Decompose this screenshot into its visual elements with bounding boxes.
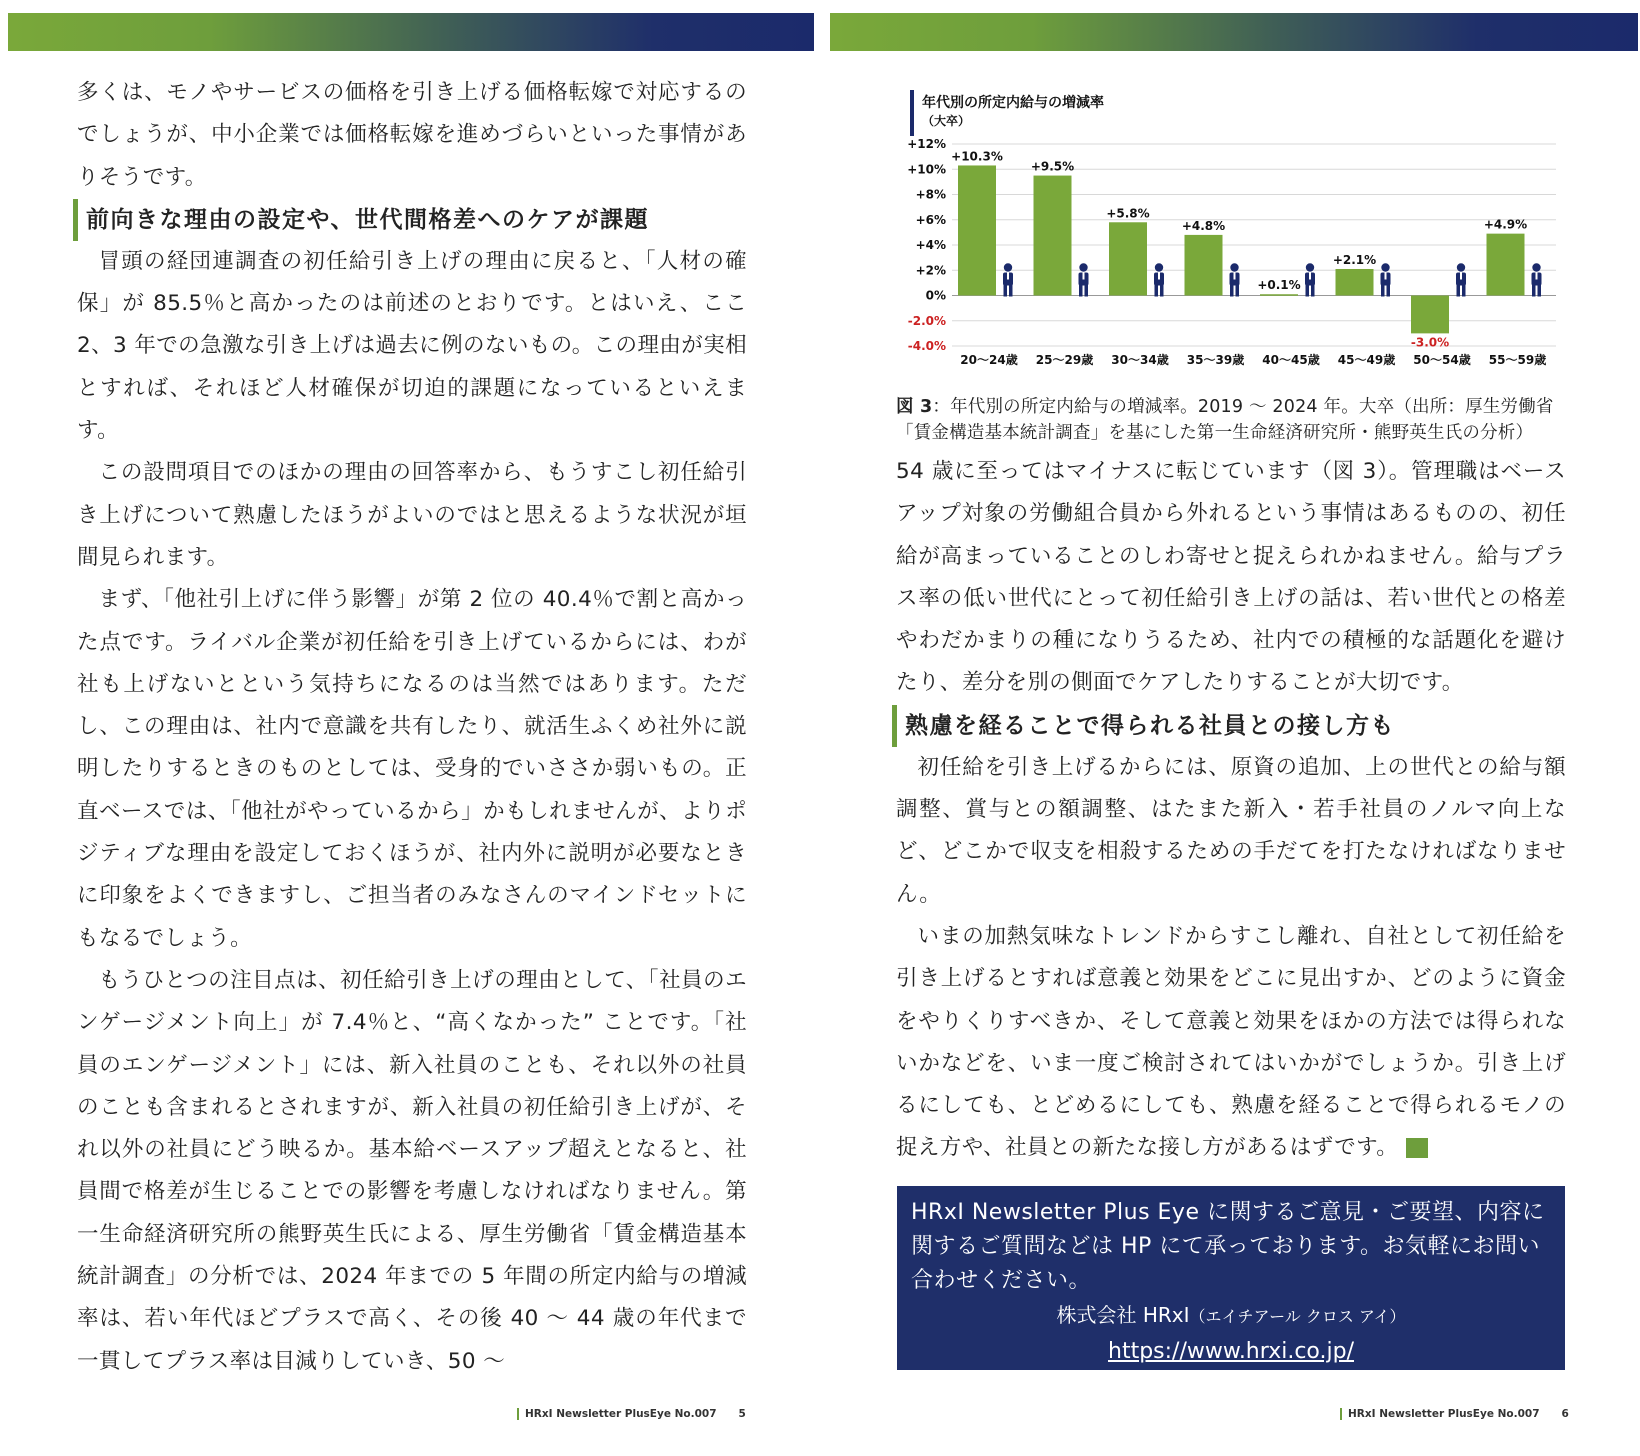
paragraph: 初任給を引き上げるからには、原資の追加、上の世代との給与額調整、賞与との額調整、はたまた新入・若手社員のノルマ向上など、どこかで収支を相殺するための手だてを打たなければなりません。 [896, 754, 1566, 907]
paragraph: この設問項目でのほかの理由の回答率から、もうすこし初任給引き上げについて熟慮したほうがよいのではと思えるような状況が垣間見られます。 [77, 460, 747, 570]
bar-data-label: +4.9% [1483, 217, 1528, 232]
person-figure-icon [1381, 263, 1391, 296]
y-tick-label: +4% [915, 238, 946, 252]
footer-accent [1340, 1408, 1342, 1420]
footer-label: HRxI Newsletter PlusEye No.007 [1348, 1408, 1540, 1420]
bar-data-label: +5.8% [1106, 206, 1150, 221]
footer-accent [517, 1408, 519, 1420]
bar-data-label: +2.1% [1332, 252, 1377, 267]
x-category-label: 40～45歳 [1262, 353, 1320, 367]
figure-caption [896, 394, 1566, 446]
x-category-label: 35～39歳 [1186, 353, 1245, 367]
chart-bar [1336, 269, 1374, 296]
section-heading: 前向きな理由の設定や、世代間格差へのケアが課題 [73, 199, 747, 241]
paragraph: 多くは、モノやサービスの価格を引き上げる価格転嫁で対応するのでしょうが、中小企業では価格転嫁を進めづらいといった事情がありそうです。 [77, 80, 747, 190]
person-figure-icon [1230, 263, 1240, 296]
header-gradient-bar [830, 13, 1638, 51]
chart-bar [1260, 294, 1298, 296]
right-column [896, 451, 1566, 1170]
section-heading: 熟慮を経ることで得られる社員との接し方も [892, 705, 1566, 747]
chart-plot [896, 82, 1564, 382]
x-category-label: 20～24歳 [960, 353, 1018, 367]
right-page [820, 0, 1640, 1456]
y-tick-label: +2% [915, 263, 946, 278]
chart-bar [958, 165, 996, 295]
person-figure-icon [1154, 263, 1164, 296]
chart-title: 年代別の所定内給与の増減率 [922, 95, 1104, 111]
figure-caption-text: ：年代別の所定内給与の増減率。2019 ～ 2024 年。大卒（出所：厚生労働省「賃金構造基本統計調査」を基にした第一生命経済研究所・熊野英生氏の分析） [896, 397, 1554, 443]
x-category-label: 55～59歳 [1488, 353, 1547, 367]
page-footer [517, 1408, 746, 1420]
paragraph [896, 916, 1566, 1170]
person-figure-icon [1003, 263, 1013, 296]
chart-bar [1487, 234, 1525, 296]
website-link[interactable]: https://www.hrxi.co.jp/ [1108, 1339, 1354, 1364]
salary-change-chart [896, 82, 1564, 382]
page-number: 5 [738, 1408, 746, 1420]
y-tick-label: +6% [915, 212, 946, 227]
hr-logo-icon: HR [1406, 1138, 1428, 1158]
paragraph-text: いまの加熱気味なトレンドからすこし離れ、自社として初任給を引き上げるとすれば意義と効果をどこに見出すか、どのように資金をやりくりすべきか、そして意義と効果をほかの方法では得られないかなどを、いま一度ご検討されてはいかがでしょうか。引き上げるにしても、とどめるにしても、熟慮を経ることで得られるモノの捉え方や、社員との新たな接し方があるはずです。 [896, 923, 1566, 1161]
chart-bar [1411, 296, 1449, 334]
header-gradient-bar [8, 13, 814, 51]
y-tick-label: +10% [907, 162, 946, 177]
x-category-label: 45～49歳 [1337, 353, 1396, 367]
figure-caption-label: 図 3 [896, 397, 933, 417]
y-tick-label: +8% [915, 187, 946, 202]
chart-subtitle: （大卒） [922, 114, 971, 128]
y-tick-label: +12% [907, 137, 946, 151]
bar-data-label: -3.0% [1410, 335, 1450, 350]
y-tick-label: -4.0% [907, 339, 946, 353]
page-number: 6 [1561, 1408, 1569, 1420]
y-tick-label: -2.0% [907, 313, 946, 328]
left-column [77, 72, 747, 1383]
x-category-label: 30～34歳 [1111, 353, 1169, 367]
paragraph: まず、「他社引上げに伴う影響」が第 2 位の 40.4％で割と高かった点です。ライバル企業が初任給を引き上げているからには、わが社も上げないとという気持ちになるのは当然ではあります。ただし、この理由は、社内で意識を共有したり、就活生ふくめ社外に説明したりするときのものとしては、受身的でいささか弱いもの。正直ベースでは、「他社がやっているから」かもしれませんが、よりポジティブな理由を設定しておくほうが、社内外に説明が必要なときに印象をよくできますし、ご担当者のみなさんのマインドセットにもなるでしょう。 [77, 587, 747, 951]
person-figure-icon [1305, 263, 1315, 296]
page-footer [1340, 1408, 1569, 1420]
chart-bar [1034, 176, 1072, 296]
footer-label: HRxI Newsletter PlusEye No.007 [525, 1408, 717, 1420]
person-figure-icon [1532, 263, 1542, 296]
bar-data-label: +0.1% [1257, 278, 1301, 293]
x-category-label: 50～54歳 [1413, 353, 1471, 367]
bar-data-label: +4.8% [1181, 218, 1226, 233]
chart-bar [1185, 235, 1223, 296]
bar-data-label: +10.3% [951, 149, 1003, 164]
paragraph: もうひとつの注目点は、初任給引き上げの理由として、「社員のエンゲージメント向上」が 7.4％と、“高くなかった” ことです。「社員のエンゲージメント」には、新入社員のことも、それ以外の社員のことも含まれるとされますが、新入社員の初任給引き上げが、それ以外の社員にどう映るか。基本給ベースアップ超えとなると、社員間で格差が生じることでの影響を考慮しなければなりません。第一生命経済研究所の熊野英生氏による、厚生労働省「賃金構造基本統計調査」の分析では、2024 年までの 5 年間の所定内給与の増減率は、若い年代ほどプラスで高く、その後 40 ～ 44 歳の年代まで一貫してプラス率は目減りしていき、50 ～ [77, 967, 748, 1374]
person-figure-icon [1079, 263, 1089, 296]
paragraph: 冒頭の経団連調査の初任給引き上げの理由に戻ると、「人材の確保」が 85.5％と高かったのは前述のとおりです。とはいえ、ここ 2、3 年での急激な引き上げは過去に例のないもの。この理由が実相とすれば、それほど人材確保が切迫的課題になっているといえます。 [77, 248, 747, 444]
company-name [911, 1298, 1551, 1334]
contact-message: HRxI Newsletter Plus Eye に関するご意見・ご要望、内容に関するご質問などは HP にて承っております。お気軽にお問い合わせください。 [911, 1200, 1545, 1293]
company-label: 株式会社 HRxI [1056, 1303, 1190, 1327]
chart-bar [1109, 222, 1147, 295]
company-reading: （エイチアール クロス アイ） [1189, 1307, 1406, 1326]
bar-data-label: +9.5% [1030, 159, 1075, 174]
person-figure-icon [1456, 263, 1466, 296]
y-tick-label: 0% [925, 288, 946, 303]
contact-box [897, 1186, 1565, 1370]
x-category-label: 25～29歳 [1035, 353, 1094, 367]
paragraph: 54 歳に至ってはマイナスに転じています（図 3）。管理職はベースアップ対象の労働組合員から外れるという事情はあるものの、初任給が高まっていることのしわ寄せと捉えられかねません。給与プラス率の低い世代にとって初任給引き上げの話は、若い世代との格差やわだかまりの種になりうるため、社内での積極的な話題化を避けたり、差分を別の側面でケアしたりすることが大切です。 [896, 459, 1566, 696]
